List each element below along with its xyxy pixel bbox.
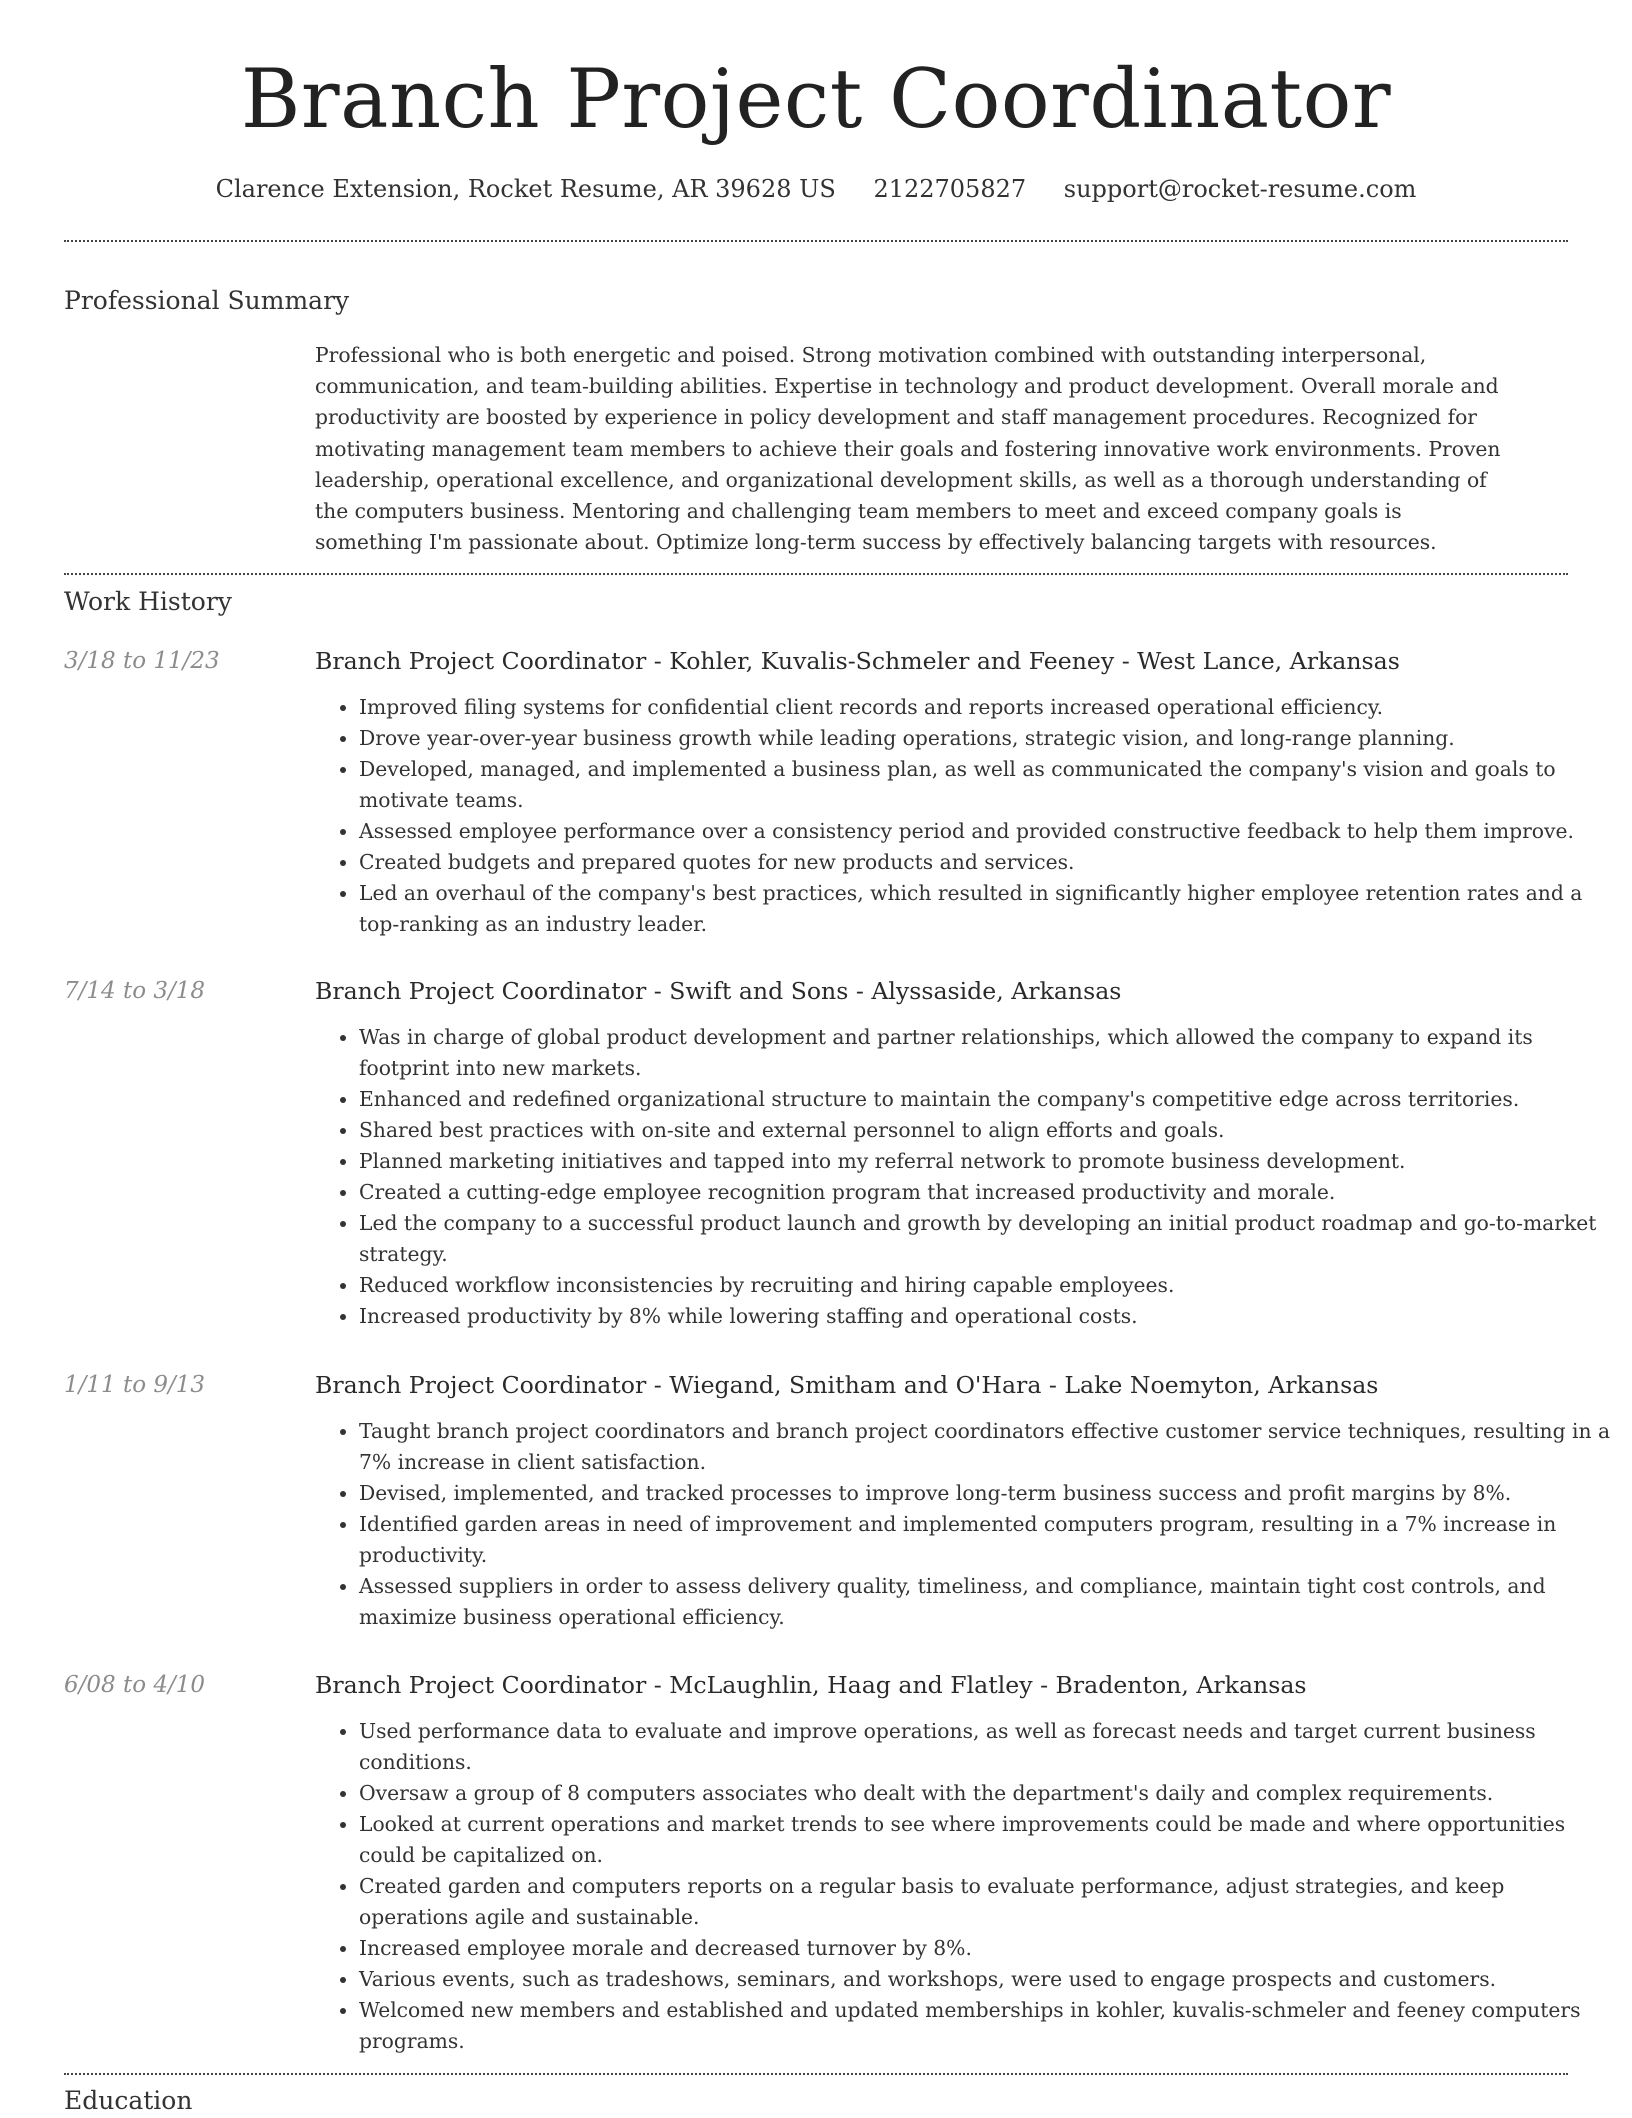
job-bullet: • Identified garden areas in need of improvement and implemented computers program, resulting in a 7% increase in productivity. — [359, 1509, 1619, 1571]
section-divider — [64, 573, 1568, 575]
contact-line — [0, 172, 1632, 206]
job-title: Branch Project Coordinator - Swift and Sons - Alyssaside, Arkansas — [315, 977, 1122, 1005]
resume-name: Branch Project Coordinator — [240, 53, 1392, 147]
section-title-work-history: Work History — [64, 587, 232, 616]
job-dates: 6/08 to 4/10 — [64, 1672, 206, 1698]
job-title: Branch Project Coordinator - Kohler, Kuvalis-Schmeler and Feeney - West Lance, Arkansas — [315, 647, 1400, 675]
job-bullet: • Was in charge of global product development and partner relationships, which allowed the company to expand its footprint into new markets. — [359, 1022, 1619, 1084]
job-bullet-list — [315, 692, 1619, 940]
job-bullet: • Led the company to a successful product launch and growth by developing an initial product roadmap and go-to-market strategy. — [359, 1208, 1619, 1270]
job-bullet: • Drove year-over-year business growth while leading operations, strategic vision, and long-range planning. — [359, 723, 1619, 754]
contact-phone: 2122705827 — [873, 175, 1027, 203]
summary-text: Professional who is both energetic and poised. Strong motivation combined with outstanding interpersonal, communication, and team-building abilities. Expertise in technology and product development. Overall morale and productivity are boosted by experience in policy development and staff management procedures. Recognized for motivating management team members to achieve their goals and fostering innovative work environments. Proven leadership, operational excellence, and organizational development skills, as well as a thorough understanding of the computers business. Mentoring and challenging team members to meet and exceed company goals is something I'm passionate about. Optimize long-term success by effectively balancing targets with resources. — [315, 343, 1501, 555]
job-bullet: • Taught branch project coordinators and branch project coordinators effective customer service techniques, resulting in a 7% increase in client satisfaction. — [359, 1416, 1619, 1478]
job-title: Branch Project Coordinator - McLaughlin, Haag and Flatley - Bradenton, Arkansas — [315, 1671, 1307, 1699]
job-bullet: • Welcomed new members and established and updated memberships in kohler, kuvalis-schmeler and feeney computers programs. — [359, 1995, 1619, 2057]
job-bullet: • Shared best practices with on-site and external personnel to align efforts and goals. — [359, 1115, 1619, 1146]
job-bullet-list — [315, 1716, 1619, 2057]
job-dates: 7/14 to 3/18 — [64, 978, 206, 1004]
job-bullet: • Created a cutting-edge employee recognition program that increased productivity and morale. — [359, 1177, 1619, 1208]
job-bullet-list — [315, 1022, 1619, 1332]
section-divider — [64, 2073, 1568, 2075]
section-title-summary: Professional Summary — [64, 286, 350, 315]
job-dates: 3/18 to 11/23 — [64, 648, 220, 674]
job-bullet: • Increased productivity by 8% while lowering staffing and operational costs. — [359, 1301, 1619, 1332]
job-bullet: • Developed, managed, and implemented a business plan, as well as communicated the company's vision and goals to motivate teams. — [359, 754, 1619, 816]
job-bullet: • Used performance data to evaluate and improve operations, as well as forecast needs and target current business conditions. — [359, 1716, 1619, 1778]
section-divider — [64, 240, 1568, 242]
job-bullet: • Assessed employee performance over a consistency period and provided constructive feedback to help them improve. — [359, 816, 1619, 847]
section-title-education: Education — [64, 2086, 193, 2115]
job-bullet: • Various events, such as tradeshows, seminars, and workshops, were used to engage prospects and customers. — [359, 1964, 1619, 1995]
job-bullet: • Planned marketing initiatives and tapped into my referral network to promote business development. — [359, 1146, 1619, 1177]
job-bullet: • Enhanced and redefined organizational structure to maintain the company's competitive edge across territories. — [359, 1084, 1619, 1115]
job-bullet: • Increased employee morale and decreased turnover by 8%. — [359, 1933, 1619, 1964]
contact-email: support@rocket-resume.com — [1063, 175, 1417, 203]
contact-address: Clarence Extension, Rocket Resume, AR 39628 US — [215, 175, 836, 203]
job-dates: 1/11 to 9/13 — [64, 1372, 206, 1398]
job-bullet: • Created garden and computers reports on a regular basis to evaluate performance, adjust strategies, and keep operations agile and sustainable. — [359, 1871, 1619, 1933]
job-bullet: • Assessed suppliers in order to assess delivery quality, timeliness, and compliance, maintain tight cost controls, and maximize business operational efficiency. — [359, 1571, 1619, 1633]
job-bullet: • Looked at current operations and market trends to see where improvements could be made and where opportunities could be capitalized on. — [359, 1809, 1619, 1871]
job-bullet: • Devised, implemented, and tracked processes to improve long-term business success and profit margins by 8%. — [359, 1478, 1619, 1509]
job-bullet: • Led an overhaul of the company's best practices, which resulted in significantly higher employee retention rates and a top-ranking as an industry leader. — [359, 878, 1619, 940]
job-bullet: • Reduced workflow inconsistencies by recruiting and hiring capable employees. — [359, 1270, 1619, 1301]
job-title: Branch Project Coordinator - Wiegand, Smitham and O'Hara - Lake Noemyton, Arkansas — [315, 1371, 1379, 1399]
job-bullet: • Oversaw a group of 8 computers associates who dealt with the department's daily and complex requirements. — [359, 1778, 1619, 1809]
job-bullet: • Improved filing systems for confidential client records and reports increased operational efficiency. — [359, 692, 1619, 723]
job-bullet: • Created budgets and prepared quotes for new products and services. — [359, 847, 1619, 878]
job-bullet-list — [315, 1416, 1619, 1633]
